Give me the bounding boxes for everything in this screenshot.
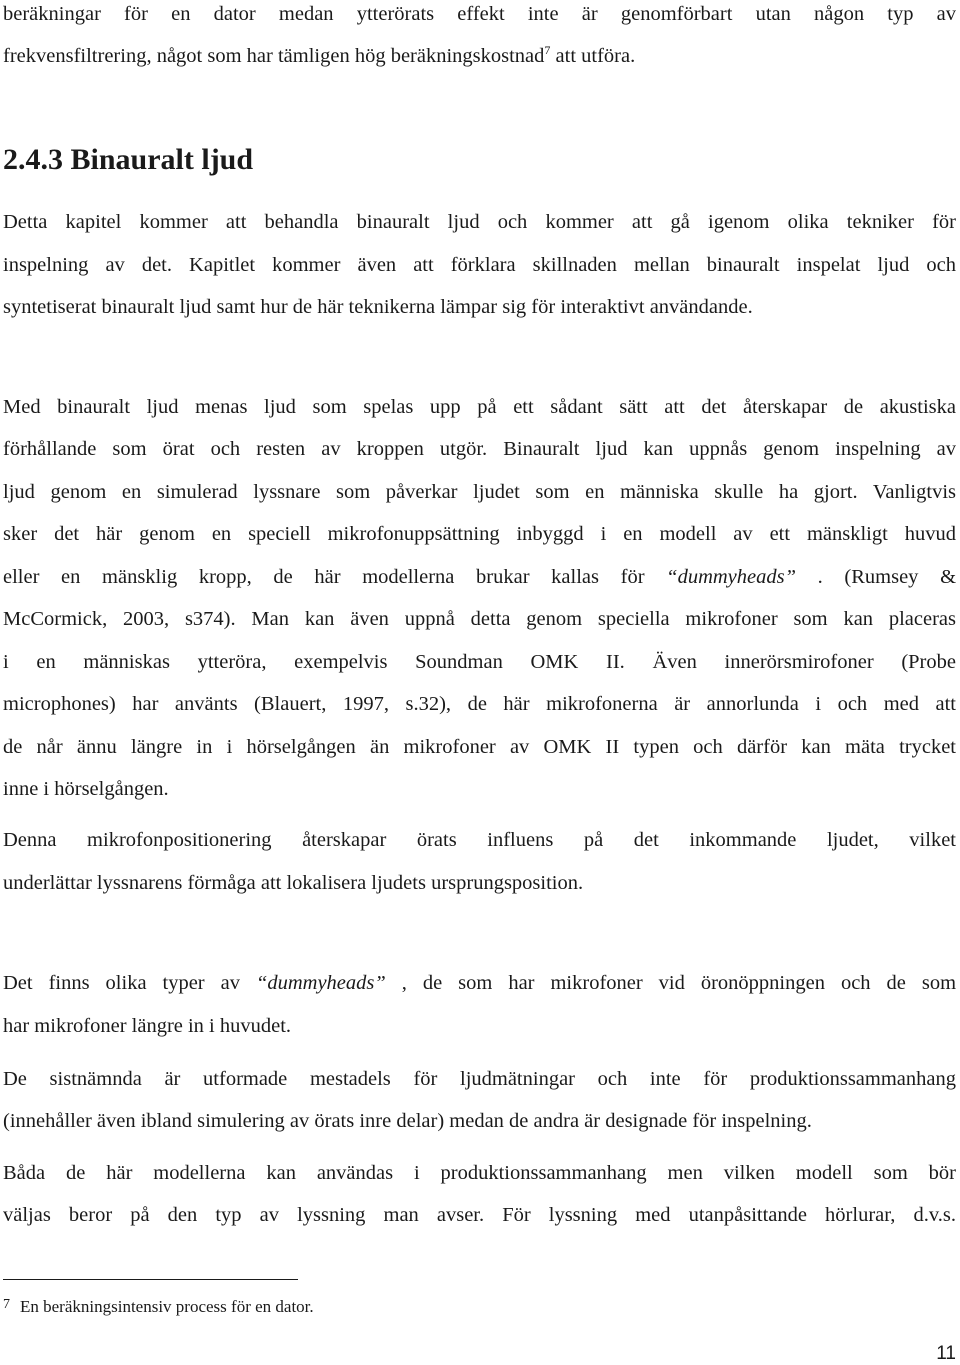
intro-line-2-text: frekvensfiltrering, något som har tämligen hög beräkningskostnad xyxy=(3,45,545,67)
footnote xyxy=(3,1294,314,1318)
dummyheads-term: “dummyheads” xyxy=(666,566,797,588)
page-number: 11 xyxy=(936,1343,956,1364)
footnote-separator xyxy=(3,1279,298,1280)
dummyheads-term: “dummyheads” xyxy=(255,972,386,994)
paragraph-2-line: sker det här genom en speciell mikrofonuppsättning inbyggd i en modell av ett mänskligt huvud xyxy=(3,523,956,545)
intro-line-1: beräkningar för en dator medan ytterörats effekt inte är genomförbart utan någon typ av xyxy=(3,3,956,25)
paragraph-1-line: inspelning av det. Kapitlet kommer även att förklara skillnaden mellan binauralt inspelat ljud och xyxy=(3,254,956,276)
footnote-number: 7 xyxy=(3,1297,10,1312)
paragraph-2-line-5-end: . (Rumsey & xyxy=(817,566,957,588)
paragraph-2-line: förhållande som örat och resten av kroppen utgör. Binauralt ljud kan uppnås genom inspelning av xyxy=(3,438,956,460)
section-heading: 2.4.3 Binauralt ljud xyxy=(3,143,254,176)
paragraph-4-line: har mikrofoner längre in i huvudet. xyxy=(3,1015,292,1037)
intro-line-2 xyxy=(3,43,635,69)
paragraph-5-line: De sistnämnda är utformade mestadels för ljudmätningar och inte för produktionssammanhang xyxy=(3,1068,956,1090)
paragraph-6-line: väljas beror på den typ av lyssning man avser. För lyssning med utanpåsittande hörlurar, d.v.s. xyxy=(3,1204,956,1226)
footnote-reference: 7 xyxy=(544,43,551,58)
paragraph-2-line xyxy=(3,564,956,590)
paragraph-5-line: (innehåller även ibland simulering av örats inre delar) medan de andra är designade för inspelning. xyxy=(3,1110,812,1132)
paragraph-4-line-1-end: , de som har mikrofoner vid öronöppningen och de som xyxy=(401,972,957,994)
footnote-text: En beräkningsintensiv process för en dator. xyxy=(20,1297,314,1316)
paragraph-2-line: i en människas ytteröra, exempelvis Soundman OMK II. Även innerörsmirofoner (Probe xyxy=(3,651,956,673)
paragraph-3-line: underlättar lyssnarens förmåga att lokalisera ljudets ursprungsposition. xyxy=(3,872,584,894)
paragraph-3-line: Denna mikrofonpositionering återskapar örats influens på det inkommande ljudet, vilket xyxy=(3,829,956,851)
paragraph-4-line xyxy=(3,970,956,996)
paragraph-2-line-5-text: eller en mänsklig kropp, de här modellerna brukar kallas för xyxy=(3,566,667,588)
paragraph-1-line: Detta kapitel kommer att behandla binauralt ljud och kommer att gå igenom olika tekniker för xyxy=(3,211,956,233)
paragraph-4-line-1-text: Det finns olika typer av xyxy=(3,972,256,994)
paragraph-2-line: Med binauralt ljud menas ljud som spelas upp på ett sådant sätt att det återskapar de akustiska xyxy=(3,396,956,418)
paragraph-2-line: de når ännu längre in i hörselgången än mikrofoner av OMK II typen och därför kan mäta trycket xyxy=(3,736,956,758)
paragraph-6-line: Båda de här modellerna kan användas i produktionssammanhang men vilken modell som bör xyxy=(3,1162,956,1184)
paragraph-1-line: syntetiserat binauralt ljud samt hur de här teknikerna lämpar sig för interaktivt användande. xyxy=(3,296,753,318)
paragraph-2-line: McCormick, 2003, s374). Man kan även uppnå detta genom speciella mikrofoner som kan placeras xyxy=(3,608,956,630)
paragraph-2-line: microphones) har använts (Blauert, 1997, s.32), de här mikrofonerna är annorlunda i och med att xyxy=(3,693,956,715)
paragraph-2-line: ljud genom en simulerad lyssnare som påverkar ljudet som en människa skulle ha gjort. Vanligtvis xyxy=(3,481,956,503)
intro-line-2-end: att utföra. xyxy=(550,45,636,67)
paragraph-2-line: inne i hörselgången. xyxy=(3,778,169,800)
